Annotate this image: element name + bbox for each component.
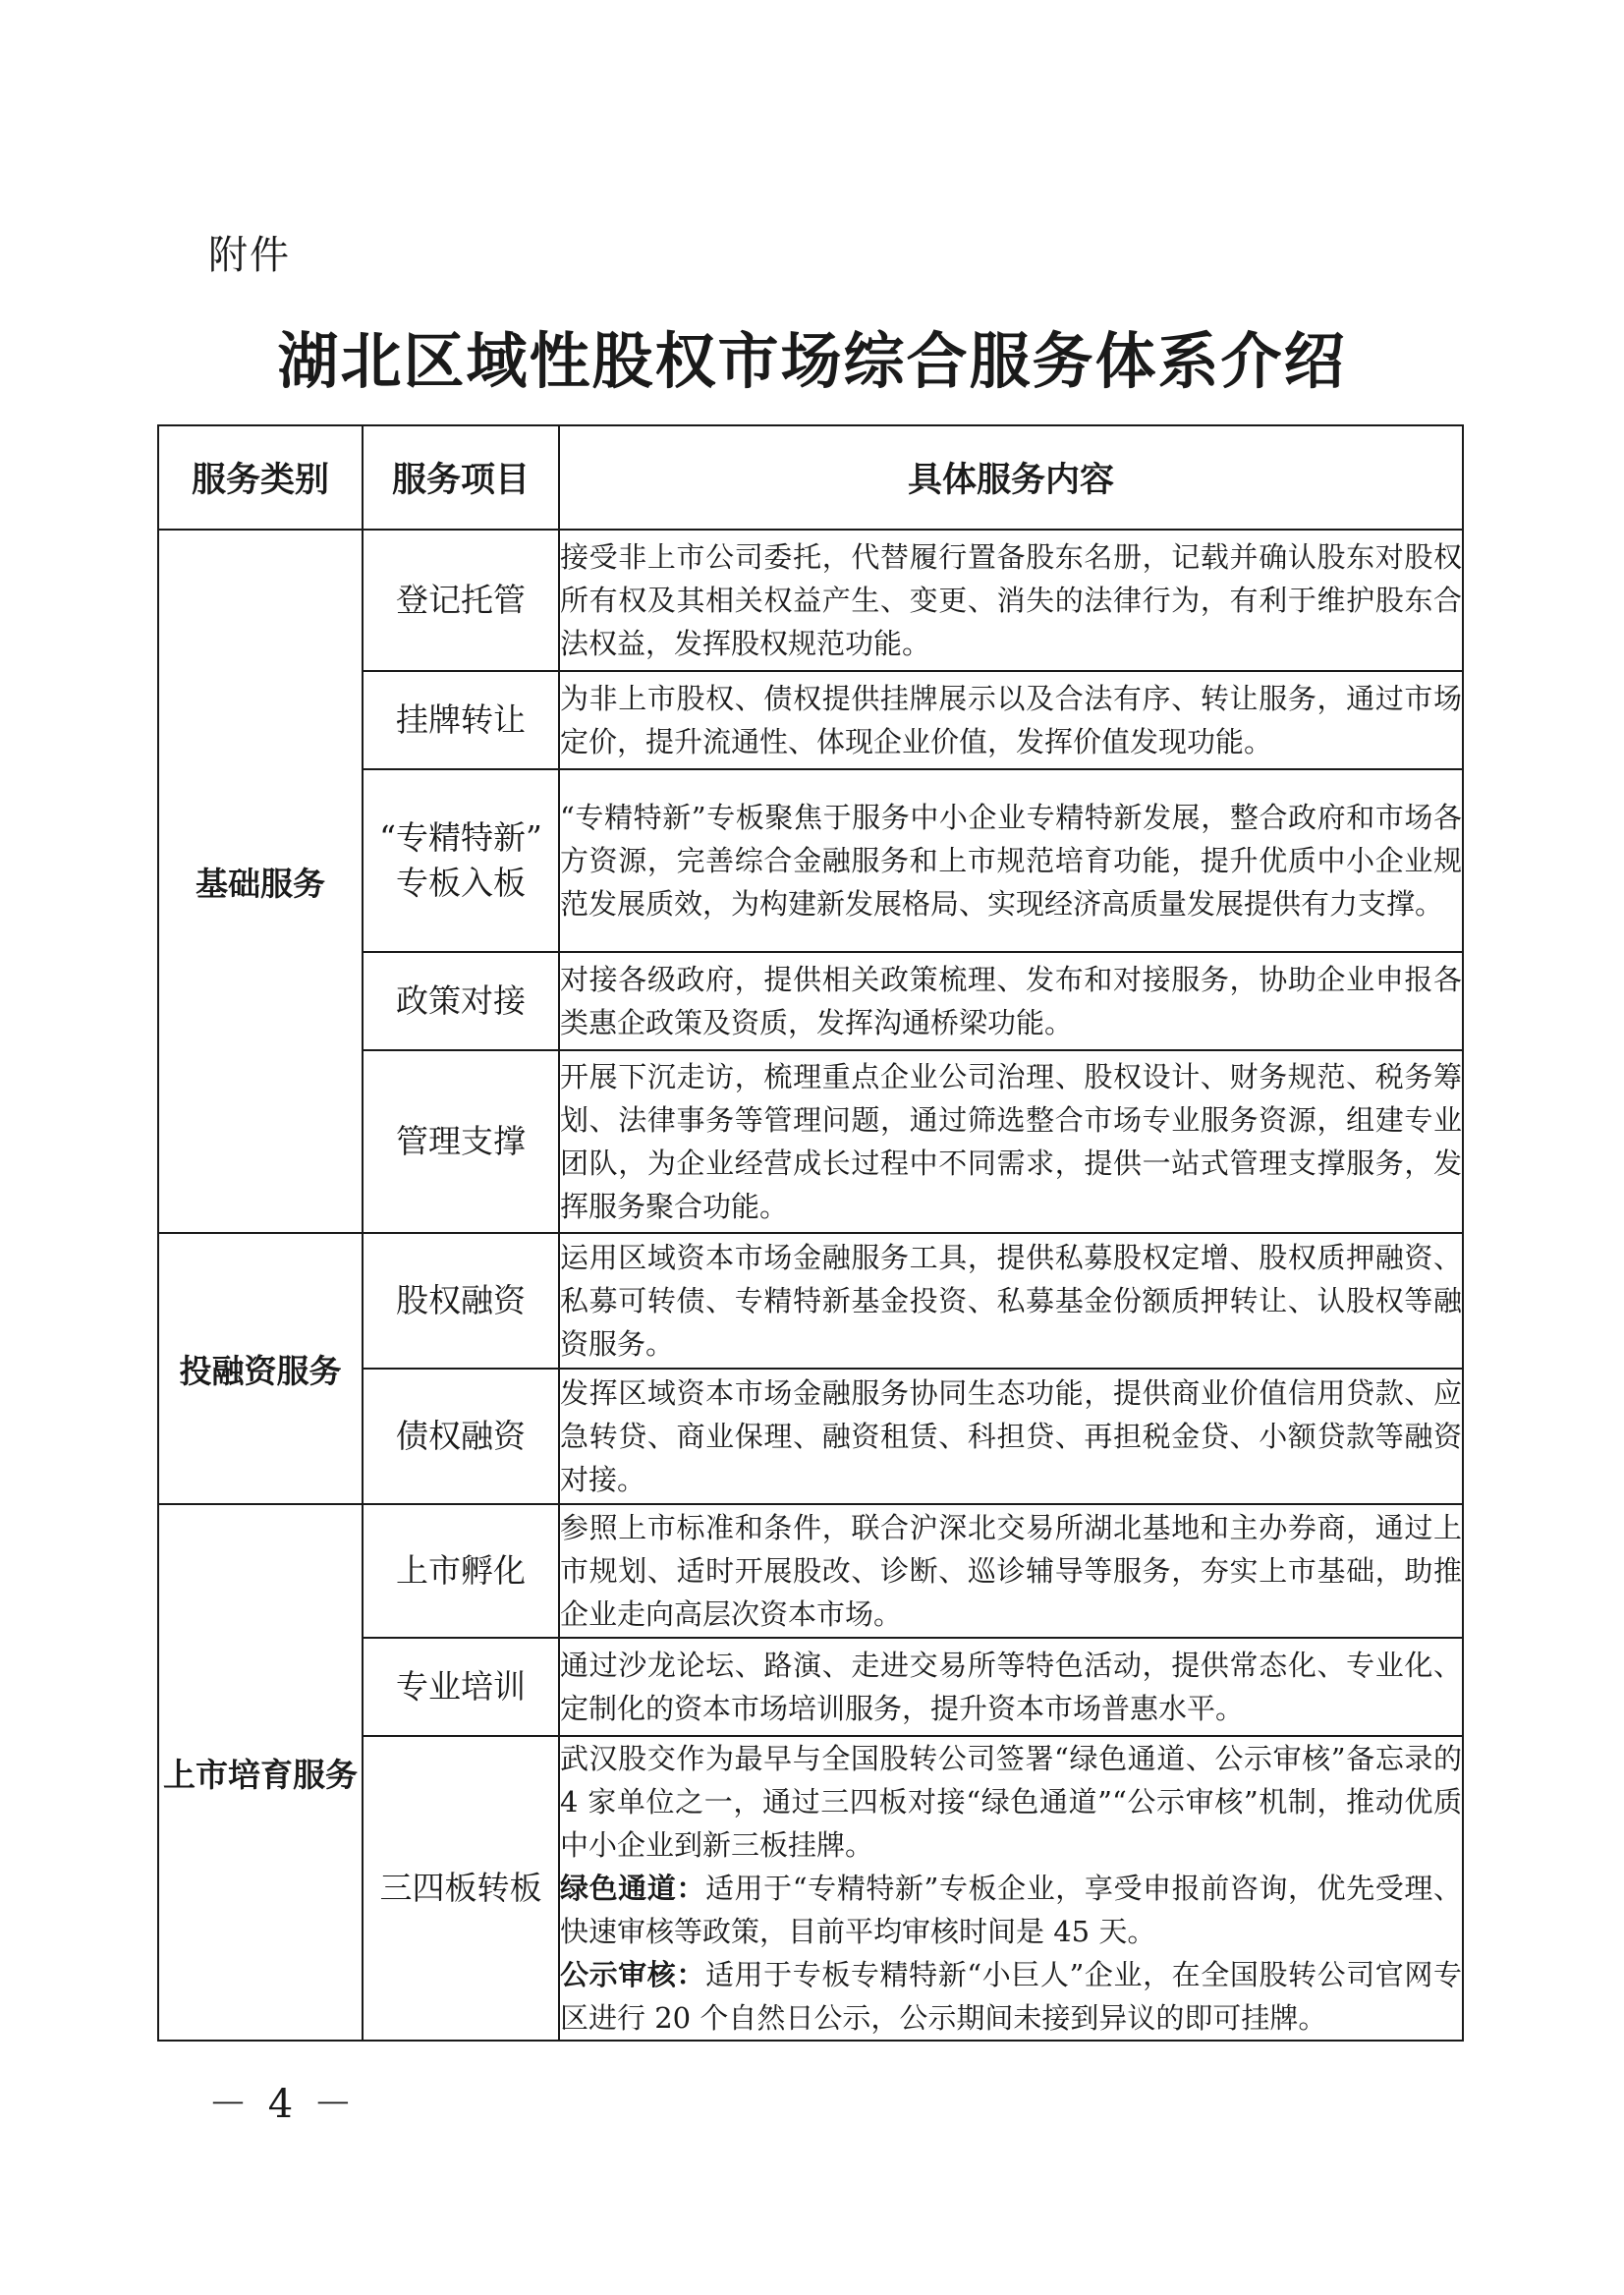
content-policy-connection: 对接各级政府，提供相关政策梳理、发布和对接服务，协助企业申报各类惠企政策及资质，发挥沟通桥梁功能。 (559, 952, 1463, 1050)
item-management-support: 管理支撑 (363, 1050, 559, 1233)
category-basic-services: 基础服务 (158, 530, 363, 1233)
table-row (158, 1504, 1463, 1638)
item-specialized-board (363, 769, 559, 952)
item-specialized-board-line2: 专板入板 (396, 864, 526, 902)
content-equity-financing: 运用区域资本市场金融服务工具，提供私募股权定增、股权质押融资、私募可转债、专精特新基金投资、私募基金份额质押转让、认股权等融资服务。 (559, 1233, 1463, 1369)
board-transfer-intro: 武汉股交作为最早与全国股转公司签署“绿色通道、公示审核”备忘录的 4 家单位之一，通过三四板对接“绿色通道”“公示审核”机制，推动优质中小企业到新三板挂牌。 (560, 1742, 1462, 1862)
header-service-item: 服务项目 (363, 425, 559, 530)
content-board-transfer (559, 1736, 1463, 2041)
header-service-category: 服务类别 (158, 425, 363, 530)
public-review-lead: 公示审核： (560, 1958, 705, 1991)
content-management-support: 开展下沉走访，梳理重点企业公司治理、股权设计、财务规范、税务筹划、法律事务等管理问题，通过筛选整合市场专业服务资源，组建专业团队，为企业经营成长过程中不同需求，提供一站式管理支撑服务，发挥服务聚合功能。 (559, 1050, 1463, 1233)
table-header-row (158, 425, 1463, 530)
green-channel-lead: 绿色通道： (560, 1872, 705, 1905)
category-listing-cultivation: 上市培育服务 (158, 1504, 363, 2041)
item-listing-incubation: 上市孵化 (363, 1504, 559, 1638)
table-row (158, 1233, 1463, 1369)
content-debt-financing: 发挥区域资本市场金融服务协同生态功能，提供商业价值信用贷款、应急转贷、商业保理、融资租赁、科担贷、再担税金贷、小额贷款等融资对接。 (559, 1369, 1463, 1504)
service-table (157, 424, 1464, 2042)
item-listing-transfer: 挂牌转让 (363, 671, 559, 769)
content-listing-incubation: 参照上市标准和条件，联合沪深北交易所湖北基地和主办券商，通过上市规划、适时开展股改、诊断、巡诊辅导等服务，夯实上市基础，助推企业走向高层次资本市场。 (559, 1504, 1463, 1638)
header-service-content: 具体服务内容 (559, 425, 1463, 530)
item-equity-financing: 股权融资 (363, 1233, 559, 1369)
content-listing-transfer: 为非上市股权、债权提供挂牌展示以及合法有序、转让服务，通过市场定价，提升流通性、体现企业价值，发挥价值发现功能。 (559, 671, 1463, 769)
category-investment-financing: 投融资服务 (158, 1233, 363, 1504)
item-registration-custody: 登记托管 (363, 530, 559, 671)
document-title: 湖北区域性股权市场综合服务体系介绍 (277, 325, 1347, 397)
board-transfer-public-review (560, 1953, 1462, 2040)
item-professional-training: 专业培训 (363, 1638, 559, 1736)
item-board-transfer: 三四板转板 (363, 1736, 559, 2041)
content-specialized-board: “专精特新”专板聚焦于服务中小企业专精特新发展，整合政府和市场各方资源，完善综合金融服务和上市规范培育功能，提升优质中小企业规范发展质效，为构建新发展格局、实现经济高质量发展提供有力支撑。 (559, 769, 1463, 952)
public-review-text: 适用于专板专精特新“小巨人”企业，在全国股转公司官网专区进行 20 个自然日公示，公示期间未接到异议的即可挂牌。 (560, 1958, 1462, 2035)
content-registration-custody: 接受非上市公司委托，代替履行置备股东名册，记载并确认股东对股权所有权及其相关权益产生、变更、消失的法律行为，有利于维护股东合法权益，发挥股权规范功能。 (559, 530, 1463, 671)
content-professional-training: 通过沙龙论坛、路演、走进交易所等特色活动，提供常态化、专业化、定制化的资本市场培训服务，提升资本市场普惠水平。 (559, 1638, 1463, 1736)
item-policy-connection: 政策对接 (363, 952, 559, 1050)
board-transfer-green-channel (560, 1867, 1462, 1953)
page-number: － 4 － (208, 2082, 357, 2127)
table-row (158, 530, 1463, 671)
green-channel-text: 适用于“专精特新”专板企业，享受申报前咨询，优先受理、快速审核等政策，目前平均审核时间是 45 天。 (560, 1872, 1462, 1948)
item-debt-financing: 债权融资 (363, 1369, 559, 1504)
item-specialized-board-line1: “专精特新” (379, 818, 542, 857)
attachment-label: 附件 (208, 233, 291, 278)
